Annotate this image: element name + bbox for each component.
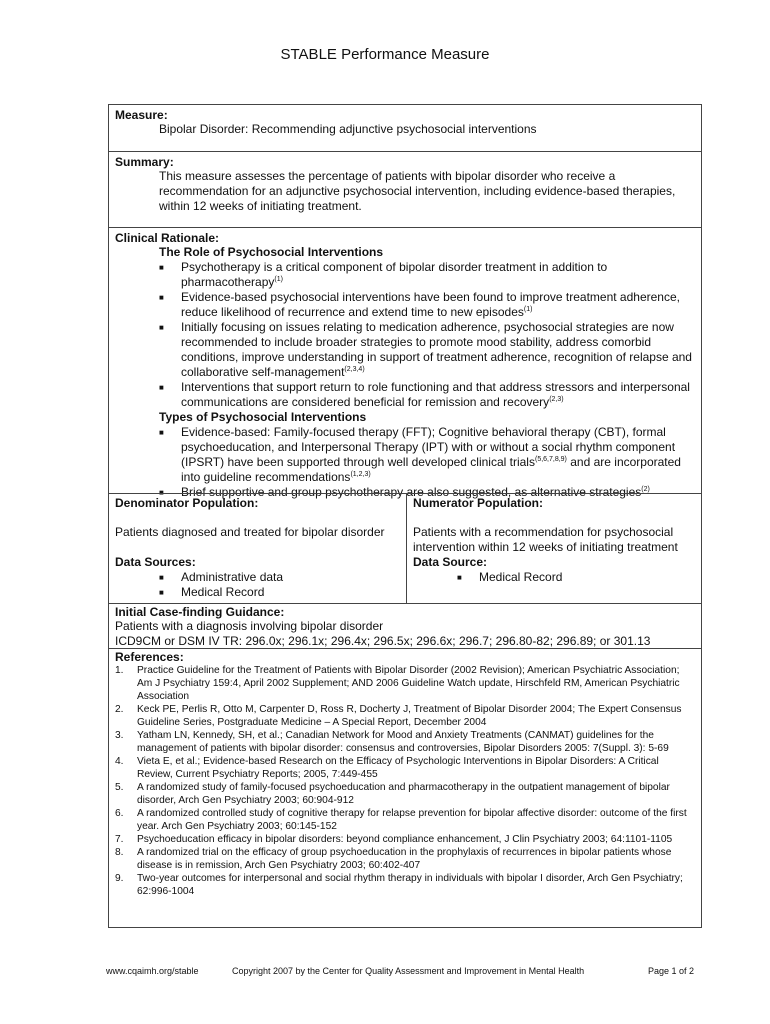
list-item: 4. Vieta E, et al.; Evidence-based Research on the Efficacy of Psychologic Interventions in Bipolar Disorders: A Critical Review, Current Psychiatry Reports; 2005, 7:449-455 bbox=[115, 756, 659, 780]
casefinding-line2: ICD9CM or DSM IV TR: 296.0x; 296.1x; 296.4x; 296.5x; 296.6x; 296.7; 296.80-82; 296.89; or 301.13 bbox=[115, 634, 651, 648]
bullet-icon: ■ bbox=[457, 573, 462, 582]
bullet-icon: ■ bbox=[159, 428, 164, 437]
references-list bbox=[109, 664, 701, 898]
numerator-column bbox=[407, 494, 701, 603]
measure-table bbox=[108, 104, 702, 928]
denominator-label: Denominator Population: bbox=[115, 496, 259, 510]
list-item: 8. A randomized trial on the efficacy of group psychoeducation in the prophylaxis of recurrences in bipolar patients whose disease is in remission, Arch Gen Psychiatry 2003; 60:402-407 bbox=[115, 847, 672, 871]
footer-copyright: Copyright 2007 by the Center for Quality Assessment and Improvement in Mental Health bbox=[232, 966, 585, 976]
summary-section bbox=[109, 151, 701, 227]
numerator-label: Numerator Population: bbox=[413, 496, 544, 510]
measure-text: Bipolar Disorder: Recommending adjunctive psychosocial interventions bbox=[159, 122, 537, 136]
list-item: 1. Practice Guideline for the Treatment of Patients with Bipolar Disorder (2002 Revision); American Psychiatric Association; Am J Psychiatry 159:4, April 2002 Supplement; AND 2006 Guideline Watch update, Hirschfeld RM, American Psychiatric Association bbox=[115, 665, 680, 702]
casefinding-section bbox=[109, 603, 701, 648]
bullet-icon: ■ bbox=[159, 323, 164, 332]
list-item: 9. Two-year outcomes for interpersonal and social rhythm therapy in individuals with bipolar I disorder, Arch Gen Psychiatry; 62:996-1004 bbox=[115, 873, 683, 897]
denominator-sources-label: Data Sources: bbox=[115, 555, 196, 569]
denominator-sources bbox=[109, 570, 406, 600]
list-item: ■ Administrative data bbox=[159, 570, 284, 584]
summary-text: This measure assesses the percentage of patients with bipolar disorder who receive a recommendation for an adjunctive psychosocial intervention, including evidence-based therapies, within 12 weeks of initiating treatment. bbox=[159, 169, 676, 213]
list-item: 3. Yatham LN, Kennedy, SH, et al.; Canadian Network for Mood and Anxiety Treatments (CANMAT) guidelines for the management of patients with bipolar disorder: consensus and controversies, Bipolar Disorders 2005: 7(Suppl. 3): 5-69 bbox=[115, 730, 669, 754]
list-item: ■ Medical Record bbox=[457, 570, 563, 584]
rationale-section bbox=[109, 227, 701, 499]
list-item: ■ Brief supportive and group psychotherapy are also suggested, as alternative strategies$^{(2)}$ bbox=[159, 485, 650, 499]
numerator-sources bbox=[407, 570, 701, 585]
measure-section bbox=[109, 105, 701, 151]
footer-url[interactable]: www.cqaimh.org/stable bbox=[106, 966, 199, 976]
summary-label: Summary: bbox=[115, 155, 174, 169]
list-item: 5. A randomized study of family-focused psychoeducation and pharmacotherapy in the outpatient management of bipolar disorder, Arch Gen Psychiatry 2003; 60:904-912 bbox=[115, 782, 670, 806]
role-heading: The Role of Psychosocial Interventions bbox=[159, 245, 384, 259]
list-item: ■ Medical Record bbox=[159, 585, 265, 599]
numerator-text: Patients with a recommendation for psychosocial intervention within 12 weeks of initiating treatment bbox=[413, 525, 678, 554]
list-item: ■ Evidence-based psychosocial interventions have been found to improve treatment adherence, reduce likelihood of recurrence and extend time to new episodes$^{(1)}$ bbox=[159, 290, 680, 319]
bullet-icon: ■ bbox=[159, 263, 164, 272]
footer-page-number: Page 1 of 2 bbox=[648, 966, 695, 976]
casefinding-label: Initial Case-finding Guidance: bbox=[115, 605, 285, 619]
bullet-icon: ■ bbox=[159, 573, 164, 582]
list-item: 2. Keck PE, Perlis R, Otto M, Carpenter D, Ross R, Docherty J, Treatment of Bipolar Disorder 2004; The Expert Consensus Guideline Series, Postgraduate Medicine – A Special Report, December 2004 bbox=[115, 704, 682, 728]
list-item: ■ Psychotherapy is a critical component of bipolar disorder treatment in addition to pharmacotherapy$^{(1)}$ bbox=[159, 260, 608, 289]
bullet-icon: ■ bbox=[159, 588, 164, 597]
list-item: 6. A randomized controlled study of cognitive therapy for relapse prevention for bipolar affective disorder: outcome of the first year. Arch Gen Psychiatry 2003; 60:145-152 bbox=[115, 808, 687, 832]
casefinding-line1: Patients with a diagnosis involving bipolar disorder bbox=[115, 619, 384, 633]
bullet-icon: ■ bbox=[159, 488, 164, 497]
measure-label: Measure: bbox=[115, 108, 168, 122]
numerator-sources-label: Data Source: bbox=[413, 555, 488, 569]
list-item: ■ Interventions that support return to role functioning and that address stressors and interpersonal communications are considered beneficial for remission and recovery$^{(2,3)}$ bbox=[159, 380, 690, 409]
references-section bbox=[109, 648, 701, 928]
list-item: ■ Evidence-based: Family-focused therapy (FFT); Cognitive behavioral therapy (CBT), formal psychoeducation, and Interpersonal Therapy (IPT) with or without a social rhythm component (IPSRT) have been supported through well developed clinical trials$^{(5,6,7,8,9)}$ and are incorporated into guideline recommendations$^{(1,2,3)}$ bbox=[159, 425, 681, 484]
denominator-column bbox=[109, 494, 407, 603]
list-item: 7. Psychoeducation efficacy in bipolar disorders: beyond compliance enhancement, J Clin Psychiatry 2003; 64:1101-1105 bbox=[115, 834, 673, 845]
references-label: References: bbox=[115, 650, 184, 664]
denominator-text: Patients diagnosed and treated for bipolar disorder bbox=[115, 525, 385, 539]
types-heading: Types of Psychosocial Interventions bbox=[159, 410, 367, 424]
types-list bbox=[109, 425, 701, 500]
page-title: STABLE Performance Measure bbox=[280, 46, 490, 63]
bullet-icon: ■ bbox=[159, 383, 164, 392]
list-item: ■ Initially focusing on issues relating to medication adherence, psychosocial strategies are now recommended to include broader strategies to promote mood stability, address comorbid conditions, improve understanding in support of treatment adherence, recognition of relapse and collaborative self-management$^{(2,3,4)}$ bbox=[159, 320, 692, 379]
rationale-label: Clinical Rationale: bbox=[115, 231, 220, 245]
role-list bbox=[109, 260, 701, 410]
population-section bbox=[109, 493, 701, 603]
bullet-icon: ■ bbox=[159, 293, 164, 302]
